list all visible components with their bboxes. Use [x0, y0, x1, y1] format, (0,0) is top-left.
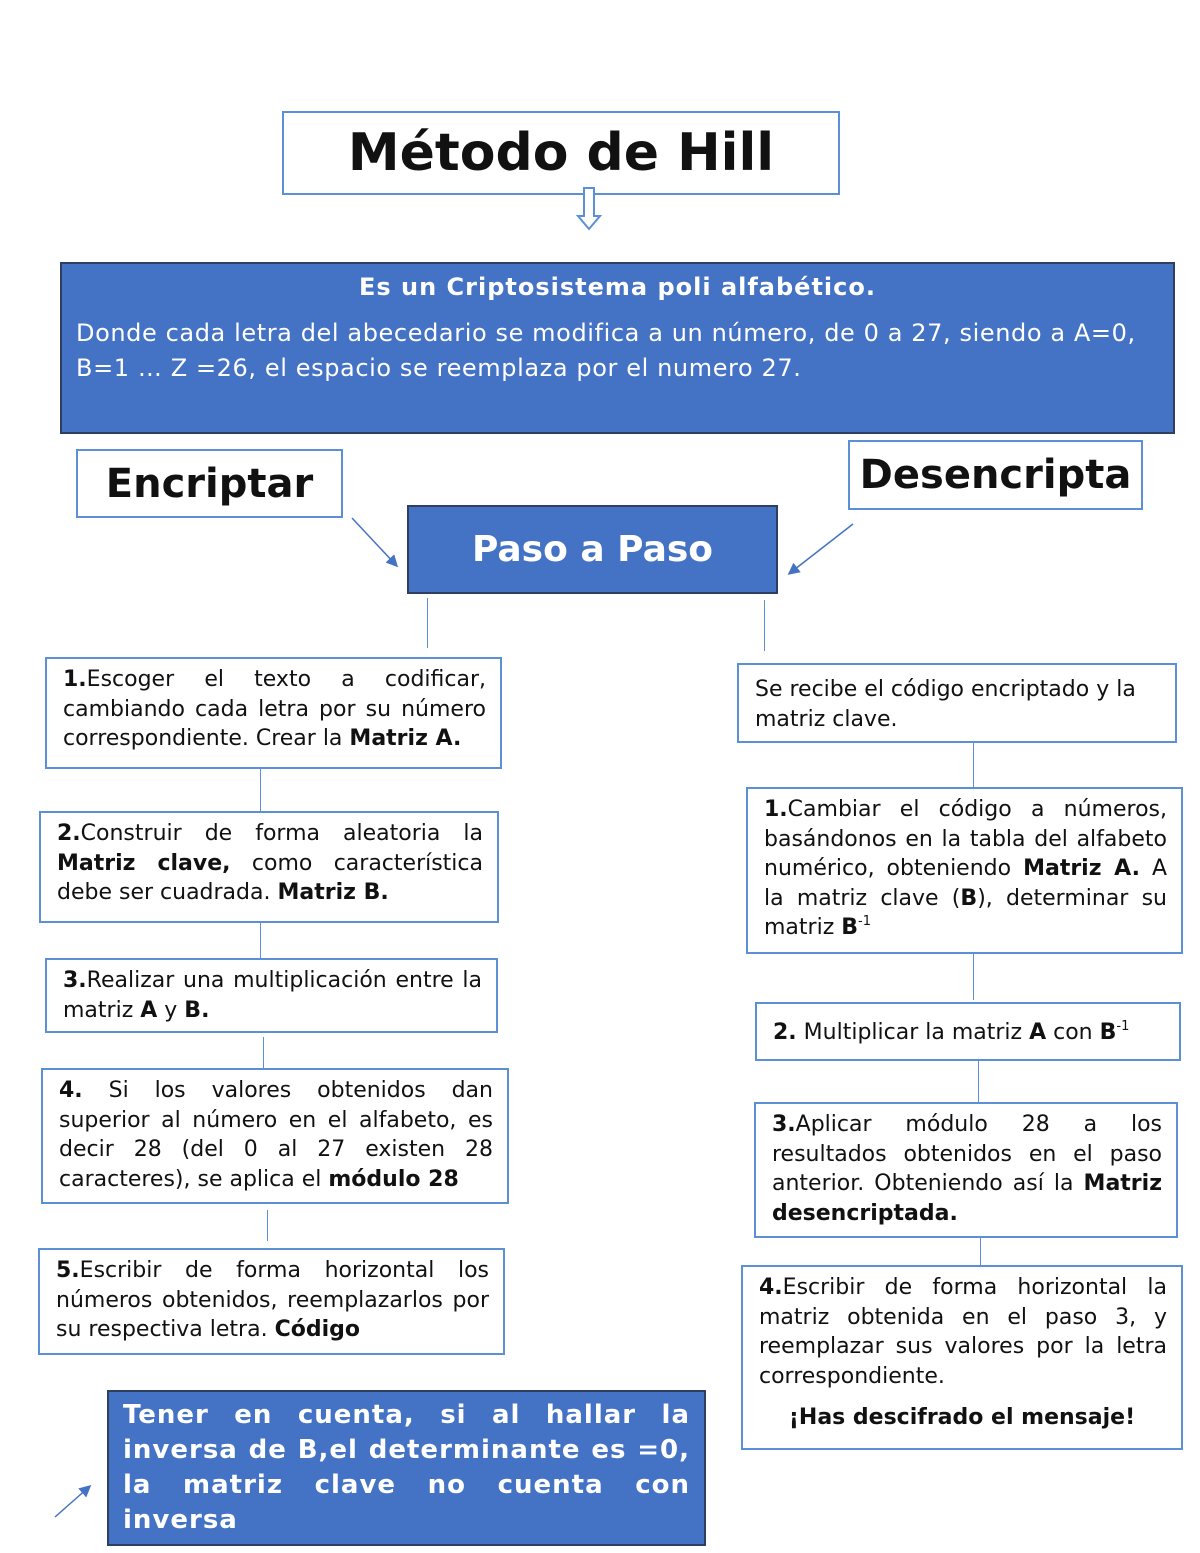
bold-text: B.: [184, 997, 210, 1023]
text-segment: Aplicar módulo 28 a los resultados obtenidos en el paso anterior. Obteniendo así la: [772, 1112, 1162, 1196]
bold-text: B: [960, 885, 978, 911]
bold-text: 5.: [56, 1258, 80, 1283]
connector-line: [267, 1210, 268, 1241]
connector-line: [263, 1037, 264, 1068]
text-segment: Cambiar el código a números, basándonos en la tabla del alfabeto numérico, obteniendo: [764, 797, 1167, 881]
text-segment: Escribir de forma horizontal la matriz obtenida en el paso 3, y reemplazar sus valores por la letra correspondiente.: [759, 1275, 1167, 1389]
bold-text: 3.: [63, 968, 87, 993]
bold-text: A: [140, 997, 158, 1023]
text-segment: A la matriz clave (: [764, 856, 1167, 911]
note-text: Tener en cuenta, si al hallar la inversa de B,el determinante es =0, la matriz clave no cuenta con inversa: [123, 1400, 690, 1535]
bold-text: 2.: [57, 821, 81, 846]
text-segment: Construir de forma aleatoria la: [80, 821, 483, 846]
step-by-step-label: Paso a Paso: [471, 529, 714, 570]
bold-text: B: [841, 915, 859, 940]
page-title: Método de Hill: [347, 123, 775, 183]
definition-body: Donde cada letra del abecedario se modifica a un número, de 0 a 27, siendo a A=0, B=1 … Z =26, el espacio se reemplaza por el numero 27.: [76, 319, 1136, 382]
definition-heading: Es un Criptosistema poli alfabético.: [358, 273, 876, 301]
bold-text: 1.: [764, 797, 788, 822]
arrow-encrypt-to-steps: [352, 518, 396, 565]
text-segment: Realizar una multiplicación entre la matriz: [63, 968, 482, 1023]
text-segment: Escoger el texto a codificar, cambiando cada letra por su número correspondiente. Crear la: [63, 667, 486, 751]
superscript: -1: [1116, 1019, 1130, 1034]
bold-text: Matriz A.: [349, 726, 462, 751]
text-segment: y: [157, 997, 185, 1023]
arrow-decrypt-to-steps: [790, 524, 853, 573]
decrypt-step-4-box: [741, 1265, 1183, 1450]
bold-text: Matriz clave,: [57, 850, 231, 876]
connector-line: [978, 1061, 979, 1102]
connector-line: [260, 923, 261, 958]
bold-text: 2.: [773, 1020, 797, 1045]
text-segment: Si los valores obtenidos dan superior al número en el alfabeto, es decir 28 (del 0 al 27 existen 28 caracteres), se aplica el: [59, 1078, 493, 1192]
bold-text: 4.: [59, 1078, 83, 1103]
encrypt-step-1: [45, 657, 502, 769]
decrypt-step-4: [743, 1267, 1181, 1391]
connector-line: [973, 743, 974, 787]
note-box: [107, 1390, 706, 1546]
bold-text: Matriz A.: [1023, 856, 1140, 881]
text-segment: ), determinar su matriz: [764, 885, 1167, 940]
bold-text: Matriz B.: [277, 880, 389, 905]
text-segment: Multiplicar la matriz: [796, 1020, 1030, 1045]
decrypt-step-1: [746, 787, 1183, 954]
down-arrow-icon: [578, 188, 600, 229]
decrypt-step-intro: [737, 663, 1177, 743]
bold-text: Matriz desencriptada.: [772, 1171, 1162, 1226]
text-segment: Se recibe el código encriptado y la matriz clave.: [755, 677, 1136, 732]
connector-line: [973, 954, 974, 1000]
arrow-to-note: [55, 1487, 89, 1517]
bold-text: 1.: [63, 667, 87, 692]
success-message: ¡Has descifrado el mensaje!: [788, 1405, 1136, 1430]
encrypt-step-4: [41, 1068, 509, 1204]
connector-line: [980, 1238, 981, 1265]
decrypt-label: Desencripta: [859, 452, 1132, 498]
text-segment: Escribir de forma horizontal los números obtenidos, reemplazarlos por su respectiva letra.: [56, 1258, 489, 1342]
bold-text: 3.: [772, 1112, 796, 1137]
decrypt-step-3: [754, 1102, 1178, 1238]
text-segment: como característica debe ser cuadrada.: [57, 850, 483, 905]
bold-text: A: [1029, 1020, 1047, 1045]
bold-text: B: [1099, 1020, 1117, 1045]
connector-line: [764, 600, 765, 651]
bold-text: módulo 28: [328, 1166, 459, 1192]
encrypt-label: Encriptar: [105, 460, 314, 507]
bold-text: Código: [274, 1317, 360, 1342]
connector-line: [260, 769, 261, 815]
superscript: -1: [858, 914, 871, 929]
decrypt-step-2: [755, 1002, 1181, 1061]
encrypt-step-2: [39, 811, 499, 923]
text-segment: con: [1046, 1020, 1100, 1045]
encrypt-step-5: [38, 1248, 505, 1355]
encrypt-step-3: [45, 958, 498, 1033]
connector-line: [427, 598, 428, 648]
bold-text: 4.: [759, 1275, 783, 1300]
